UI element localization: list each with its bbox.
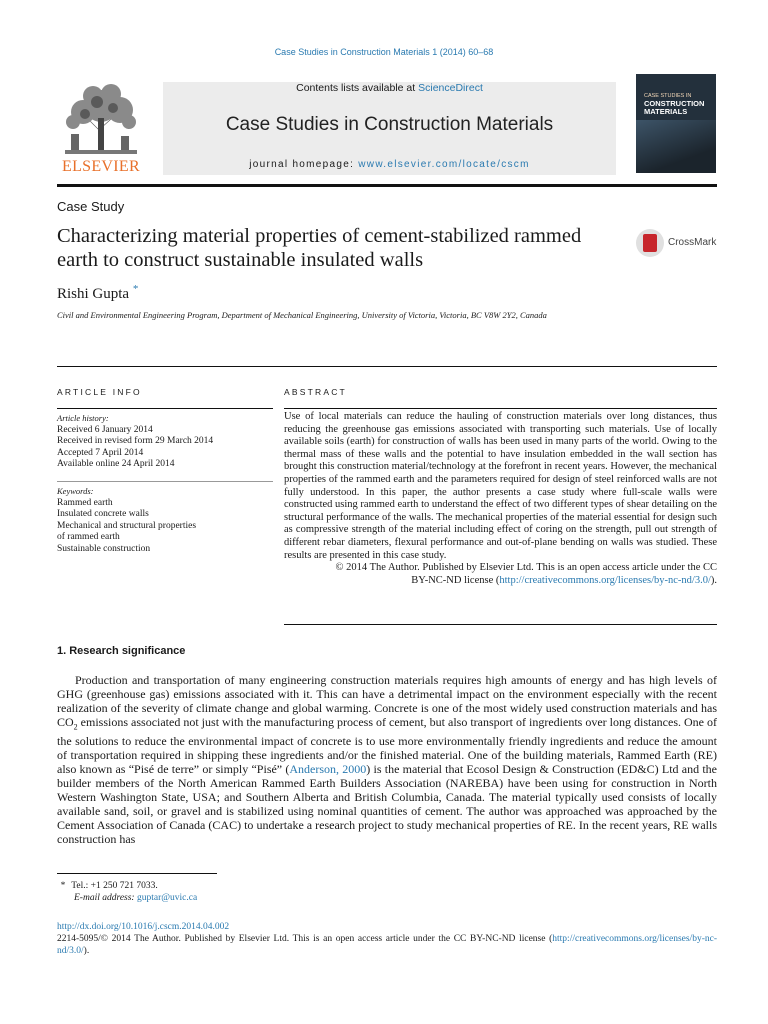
- author-footnote-link[interactable]: *: [132, 283, 139, 295]
- cover-line2: CONSTRUCTION MATERIALS: [644, 99, 705, 116]
- article-info-rule: [57, 408, 273, 409]
- crossmark-icon: [636, 229, 664, 257]
- section-heading: 1. Research significance: [57, 645, 186, 657]
- contents-prefix: Contents lists available at: [296, 82, 416, 94]
- footnote: [57, 880, 717, 904]
- keywords-label: Keywords:: [57, 486, 94, 496]
- footnote-rule: [57, 873, 217, 874]
- history-item: Accepted 7 April 2014: [57, 447, 144, 458]
- doi-link[interactable]: http://dx.doi.org/10.1016/j.cscm.2014.04.002: [57, 922, 230, 932]
- history-item: Received in revised form 29 March 2014: [57, 436, 214, 446]
- elsevier-wordmark: ELSEVIER: [62, 158, 140, 175]
- contents-line: [163, 82, 616, 94]
- section-body: [57, 673, 717, 846]
- article-title: Characterizing material properties of cement-stabilized rammed earth to construct sustainable insulated walls: [57, 225, 582, 271]
- abstract-end-rule: [284, 624, 717, 625]
- keywords-rule: [57, 481, 273, 482]
- keyword-item: of rammed earth: [57, 532, 120, 542]
- journal-citation[interactable]: Case Studies in Construction Materials 1 (2014) 60–68: [274, 47, 494, 57]
- keyword-item: Sustainable construction: [57, 543, 151, 554]
- history-item: Available online 24 April 2014: [57, 459, 175, 469]
- footer-block: [57, 921, 717, 957]
- abstract-licence-line2: BY-NC-ND license (http://creativecommons.org/licenses/by-nc-nd/3.0/).: [411, 574, 717, 586]
- abstract-licence-link[interactable]: http://creativecommons.org/licenses/by-nc-nd/3.0/: [499, 574, 711, 586]
- abstract-licence-line1: © 2014 The Author. Published by Elsevier Ltd. This is an open access article under the CC: [335, 562, 717, 574]
- abstract-body: [284, 411, 717, 587]
- section-rule: [57, 366, 717, 367]
- reference-link[interactable]: Anderson, 2000: [289, 762, 367, 777]
- keyword-item: Rammed earth: [57, 497, 113, 508]
- footer-licence: 2214-5095/© 2014 The Author. Published by Elsevier Ltd. This is an open access article under the CC BY-NC-ND license (http://creativecommons.org/licenses/by-nc-nd/3.0/).: [57, 934, 717, 956]
- history-item: Received 6 January 2014: [57, 424, 153, 435]
- footnote-email: E-mail address: guptar@uvic.ca: [74, 893, 198, 903]
- author-affiliation: Civil and Environmental Engineering Program, Department of Mechanical Engineering, University of Victoria, Victoria, BC V8W 2Y2, Canada: [57, 310, 547, 320]
- keywords-block: [57, 486, 273, 555]
- journal-title: Case Studies in Construction Materials: [225, 114, 554, 135]
- article-history: [57, 413, 273, 471]
- cover-photo: [636, 120, 716, 173]
- author-line: [57, 283, 138, 303]
- footnote-tel: * Tel.: +1 250 721 7033.: [60, 881, 158, 891]
- journal-homepage: [163, 159, 616, 170]
- header-rule: [57, 184, 717, 187]
- homepage-link[interactable]: www.elsevier.com/locate/cscm: [358, 159, 530, 170]
- article-type: Case Study: [57, 199, 125, 214]
- history-label: Article history:: [57, 413, 109, 423]
- abstract-rule: [284, 408, 717, 409]
- email-link[interactable]: guptar@uvic.ca: [136, 893, 198, 903]
- crossmark-label: CrossMark: [668, 237, 717, 248]
- footer-licence-link[interactable]: http://creativecommons.org/licenses/by-nc-nd/3.0/: [57, 934, 717, 956]
- crossmark-button[interactable]: [636, 229, 726, 257]
- cover-line1: CASE STUDIES IN: [644, 93, 692, 99]
- keyword-item: Insulated concrete walls: [57, 509, 149, 519]
- author-name: Rishi Gupta: [57, 286, 130, 302]
- sciencedirect-link[interactable]: ScienceDirect: [418, 82, 483, 94]
- abstract-heading: ABSTRACT: [284, 387, 347, 397]
- elsevier-tree-logo: [57, 82, 145, 156]
- homepage-prefix: journal homepage:: [249, 159, 355, 170]
- section-paragraph: Production and transportation of many engineering construction materials requires high amounts of energy and has high levels of GHG (greenhouse gas) emissions associated with it. This can have a detrimental impact on the environment especially with the recent realization of the severity of climate change and global warming. Concrete is one of the most widely used construction materials and has $CO_2$ emissions associated not just with the manufacturing process of cement, but also transport of ingredients over long distances. One of the solutions to reduce the environmental impact of concrete is to use more environmentally friendly ingredients and reduce the amount of transportation required in shipping these ingredients and/or the finished material. One of the building materials, Rammed Earth (RE) also known as “Pisé de terre” or simply “Pisé” (Anderson, 2000) is the material that Ecosol Design & Construction (ED&C) Ltd and the builder members of the North American Rammed Earth Builders Association (NAREBA) have been using for construction in North Western Washington State, USA; and Southern Alberta and British Columbia, Canada. The material typically used consists of locally available sand, soil, or gravel and is stabilized using nominal quantities of cement. The author was approached was approached by the Cement Association of Canada (CAC) to undertake a research project to study mechanical properties of RE. In the recent years, RE walls construction has: [57, 673, 717, 847]
- abstract-text: Use of local materials can reduce the hauling of construction materials over long distances, thus reducing the greenhouse gas emissions associated with transporting such materials. Use of locally available soils (earth) for construction of walls has been used in many parts of the world. Owing to the thermal mass of these walls and the potential to have insulation embedded in the wall section has brought this construction material/technology at the forefront in recent years. However, the mechanical properties of the rammed earth and the parameters required for design of steel reinforced walls are not fully understood. In this paper, the author presents a case study where full-scale walls were constructed using rammed earth to understand the effect of two different types of shear detailing on the structural performance of the walls. The mechanical properties of the material essential for design such as compressive strength of the material including effect of coring on the strength, pull out strength of different rebar diameters, flexural performance and out-of-plane bending on walls was studied. These results are presented in this case study.: [284, 411, 717, 561]
- journal-cover-image: [636, 74, 716, 173]
- article-info-heading: ARTICLE INFO: [57, 387, 142, 397]
- keyword-item: Mechanical and structural properties: [57, 520, 197, 531]
